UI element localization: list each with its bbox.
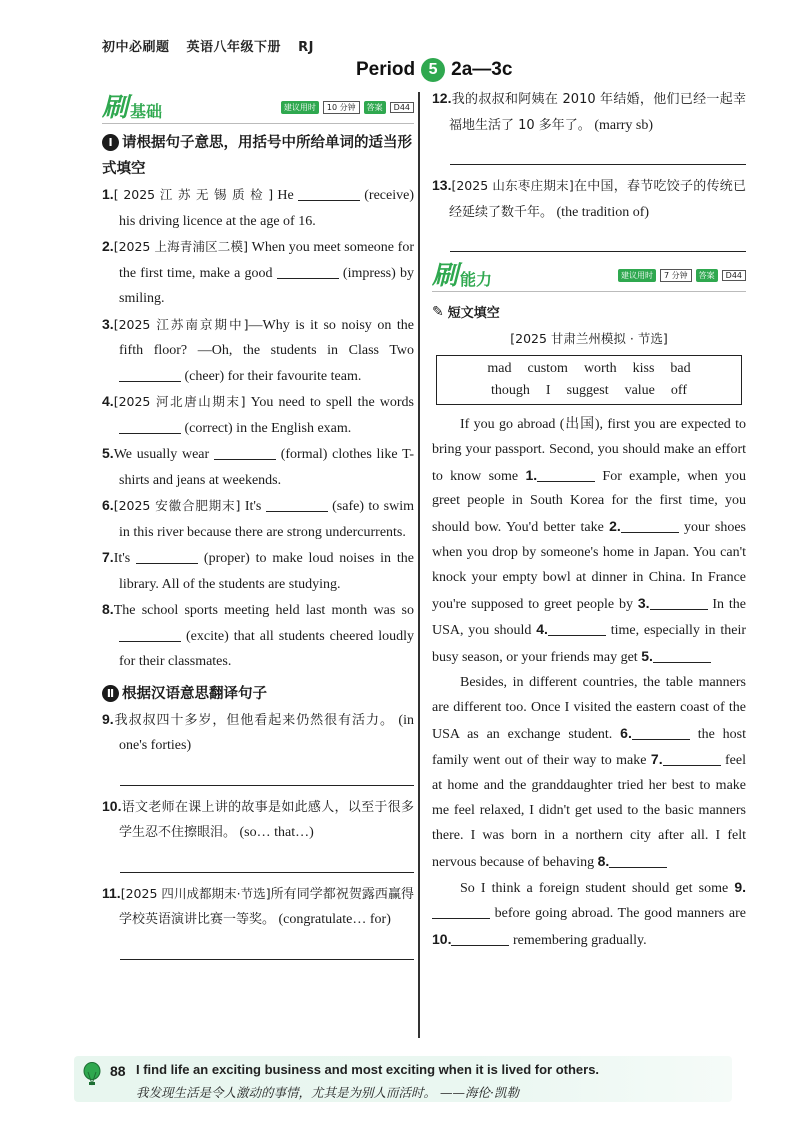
question-source: [ 2025 江 苏 无 锡 质 检 ] xyxy=(113,187,274,202)
question-text-after: (excite) that all students cheered loudly for their classmates. xyxy=(119,628,414,669)
answer-blank[interactable] xyxy=(653,649,711,663)
blank-number: 2. xyxy=(609,518,621,535)
passage-text: So I think a foreign student should get some xyxy=(460,881,735,897)
answer-blank[interactable] xyxy=(298,187,360,201)
answer-blank[interactable] xyxy=(537,468,595,482)
balloon-icon xyxy=(82,1062,102,1086)
answer-blank[interactable] xyxy=(650,596,708,610)
passage-paragraph-1 xyxy=(432,413,746,671)
answer-blank[interactable] xyxy=(451,932,509,946)
chinese-sentence: 语文老师在课上讲的故事是如此感人，以至于很多学生忍不住擦眼泪。 xyxy=(119,799,414,840)
cloze-blank-7[interactable] xyxy=(651,753,721,768)
question-number: 6. xyxy=(102,497,114,513)
passage-text: For example, when you greet people in South Korea for the first time, you should bow. You'd better take xyxy=(432,468,746,536)
passage-text: feel at home and the granddaughter tried her best to make me feel relaxed, I didn't get used to the basic manners there. I was born in a northern city after all. I felt nervous because of behaving xyxy=(432,753,746,870)
question-text-after: (receive) his driving licence at the age of 16. xyxy=(119,188,415,229)
word-bank-item: I xyxy=(545,383,551,398)
question-source: [2025 上海青浦区二模] xyxy=(113,239,248,254)
cloze-blank-4[interactable] xyxy=(536,623,606,638)
question-text-before: He xyxy=(273,188,298,203)
question-number: 13. xyxy=(432,177,452,193)
answer-line[interactable] xyxy=(450,251,746,252)
blank-number: 6. xyxy=(620,724,632,741)
cloze-subhead xyxy=(432,302,746,321)
cloze-blank-10[interactable] xyxy=(432,930,509,948)
translation-item xyxy=(102,881,414,933)
quote-chinese: 我发现生活是令人激动的事情，尤其是为别人而活时。 ——海伦·凯勒 xyxy=(136,1085,519,1100)
cloze-blank-6[interactable] xyxy=(620,724,690,742)
answer-page: D44 xyxy=(722,270,746,281)
part2-question-list xyxy=(102,707,414,960)
passage-text: In the USA, you should xyxy=(432,596,746,639)
answer-blank[interactable] xyxy=(119,628,181,642)
basic-section-header xyxy=(102,92,414,124)
time-label: 建议用时 xyxy=(618,269,656,282)
passage-paragraph-2 xyxy=(432,671,746,875)
question-text-before: It's xyxy=(240,499,266,514)
cloze-source: [2025 甘肃兰州模拟 · 节选] xyxy=(510,331,668,346)
chinese-sentence: 在中国，春节吃饺子的传统已经延续了数千年。 xyxy=(449,179,746,220)
passage-text: before going abroad. The good manners are xyxy=(490,906,746,922)
book-header xyxy=(102,36,326,55)
cloze-subhead-text: 短文填空 xyxy=(447,306,500,321)
translation-item xyxy=(102,794,414,846)
blank-number: 9. xyxy=(734,879,746,896)
part1-question-list xyxy=(102,182,414,675)
translation-item xyxy=(102,707,414,759)
word-bank-row-2 xyxy=(437,380,741,402)
question-source: [2025 河北唐山期末] xyxy=(113,394,246,409)
cloze-blank-2[interactable] xyxy=(609,520,679,535)
answer-line[interactable] xyxy=(450,164,746,165)
answer-blank[interactable] xyxy=(119,368,181,382)
question-source: [2025 江苏南京期中] xyxy=(113,316,249,332)
question-number: 1. xyxy=(102,186,114,202)
period-prefix: Period xyxy=(356,59,416,80)
blank-number: 4. xyxy=(536,621,548,638)
section-label: 能力 xyxy=(460,270,493,289)
question-item xyxy=(102,545,414,597)
question-text-after: (impress) by smiling. xyxy=(119,265,414,306)
translation-item xyxy=(432,86,746,138)
blank-number: 3. xyxy=(637,594,650,611)
cloze-blank-8[interactable] xyxy=(597,852,668,870)
passage-text: your shoes when you drop by someone's home in Japan. You can't knock your empty bowl at dinner in China. In France you're supposed to greet people by xyxy=(432,520,746,612)
word-bank-item: though xyxy=(491,383,530,398)
question-item xyxy=(102,597,414,675)
part2-title xyxy=(102,681,414,707)
question-item xyxy=(102,441,414,493)
part1-title-text: 请根据句子意思，用括号中所给单词的适当形式填空 xyxy=(102,135,412,177)
answer-blank[interactable] xyxy=(663,752,721,766)
chinese-sentence: 我叔叔四十多岁，但他看起来仍然很有活力。 xyxy=(113,712,394,728)
answer-blank[interactable] xyxy=(609,854,667,868)
answer-blank[interactable] xyxy=(266,498,328,512)
passage-paragraph-3 xyxy=(432,875,746,953)
question-text-after: (cheer) for their favourite team. xyxy=(181,368,362,384)
part2-roman: Ⅱ xyxy=(102,685,119,702)
period-range: 2a—3c xyxy=(451,59,513,80)
question-number: 5. xyxy=(102,445,114,461)
question-number: 10. xyxy=(102,797,122,814)
answer-blank[interactable] xyxy=(432,905,490,919)
time-value: 10 分钟 xyxy=(323,101,360,114)
question-text-after: (correct) in the English exam. xyxy=(181,420,352,436)
page-number: 88 xyxy=(110,1063,126,1079)
time-value: 7 分钟 xyxy=(660,269,692,282)
chinese-sentence: 我的叔叔和阿姨在 2010 年结婚，他们已经一起幸福地生活了 10 多年了。 xyxy=(449,92,746,133)
left-column xyxy=(102,92,414,968)
answer-label: 答案 xyxy=(364,101,386,114)
hint: (so… that…) xyxy=(236,825,314,840)
section-label: 基础 xyxy=(130,102,163,121)
question-text-after: (formal) clothes like T-shirts and jeans at weekends. xyxy=(119,447,414,488)
word-bank-item: suggest xyxy=(566,383,609,398)
blank-number: 1. xyxy=(525,466,538,483)
hint: (the tradition of) xyxy=(553,204,650,220)
period-title xyxy=(356,58,512,82)
question-number: 4. xyxy=(102,393,114,409)
question-number: 3. xyxy=(102,315,114,332)
question-item xyxy=(102,493,414,545)
question-text-after: (proper) to make loud noises in the library. All of the students are studying. xyxy=(119,551,415,592)
time-tag xyxy=(281,101,414,114)
time-tag xyxy=(618,269,746,282)
question-item xyxy=(102,312,414,390)
answer-blank[interactable] xyxy=(214,446,276,460)
book-name: 英语八年级下册 xyxy=(186,40,282,55)
blank-number: 8. xyxy=(597,852,610,869)
word-bank-item: custom xyxy=(527,361,568,376)
brush-logo: 刷 xyxy=(102,92,129,123)
question-text-before: —Why is it so noisy on the fifth floor? —Oh, the students in Class Two xyxy=(119,317,414,358)
question-source: [2025 山东枣庄期末] xyxy=(451,178,574,193)
ability-brand xyxy=(432,261,492,290)
answer-line[interactable] xyxy=(120,785,414,786)
hint: (in one's forties) xyxy=(119,712,414,753)
question-text-after: (safe) to swim in this river because there are strong undercurrents. xyxy=(119,499,414,540)
passage-text: Besides, in different countries, the table manners are different too. Once I visited the eastern coast of the USA as an exchange student. xyxy=(432,674,746,742)
cloze-blank-3[interactable] xyxy=(637,594,708,612)
question-text-before: The school sports meeting held last month was so xyxy=(113,603,414,618)
word-bank-item: bad xyxy=(670,361,691,376)
word-bank-item: kiss xyxy=(632,361,655,376)
answer-blank[interactable] xyxy=(136,550,198,564)
question-number: 12. xyxy=(432,90,452,106)
question-source: [2025 四川成都期末·节选] xyxy=(120,885,271,901)
basic-brand xyxy=(102,93,162,122)
brush-logo: 刷 xyxy=(432,260,459,291)
hint: (congratulate… for) xyxy=(275,912,391,927)
question-text-before: It's xyxy=(113,551,137,566)
answer-blank[interactable] xyxy=(277,265,339,279)
cloze-blank-1[interactable] xyxy=(525,466,595,484)
passage-text: remembering gradually. xyxy=(509,932,647,948)
answer-blank[interactable] xyxy=(548,622,606,636)
question-item xyxy=(102,389,414,441)
cloze-blank-5[interactable] xyxy=(641,650,711,665)
answer-blank[interactable] xyxy=(632,726,690,740)
word-bank-item: off xyxy=(670,383,687,398)
answer-page: D44 xyxy=(390,102,414,113)
part1-roman: Ⅰ xyxy=(102,134,119,151)
time-label: 建议用时 xyxy=(281,101,319,114)
blank-number: 10. xyxy=(432,930,452,947)
passage-text: If you go abroad (出国), first you are expected to bring your passport. Second, you should make an effort to know some xyxy=(432,417,746,484)
question-item xyxy=(102,182,414,234)
cloze-passage xyxy=(432,413,746,954)
word-bank-item: value xyxy=(624,383,655,398)
word-bank xyxy=(436,355,742,405)
footer-quote-bar xyxy=(74,1056,732,1102)
question-number: 7. xyxy=(102,549,114,565)
chinese-sentence: 所有同学都祝贺露西赢得学校英语演讲比赛一等奖。 xyxy=(119,886,414,927)
word-bank-item: worth xyxy=(583,361,617,376)
passage-text: the host family went out of their way to make xyxy=(432,726,746,769)
period-number-badge: 5 xyxy=(421,58,445,82)
blank-number: 5. xyxy=(641,648,653,665)
pin-icon: ✎ xyxy=(432,303,444,320)
word-bank-item: mad xyxy=(487,361,512,376)
question-number: 2. xyxy=(102,238,114,254)
part1-title xyxy=(102,130,414,182)
column-divider xyxy=(418,92,420,1038)
question-number: 9. xyxy=(102,710,114,727)
answer-blank[interactable] xyxy=(621,519,679,533)
question-item xyxy=(102,234,414,312)
translation-item xyxy=(432,173,746,225)
ability-section-header xyxy=(432,260,746,292)
blank-number: 7. xyxy=(650,751,663,768)
answer-blank[interactable] xyxy=(119,420,181,434)
answer-label: 答案 xyxy=(696,269,718,282)
series-name: 初中必刷题 xyxy=(102,40,170,55)
question-text-before: We usually wear xyxy=(113,447,214,462)
word-bank-row-1 xyxy=(437,358,741,380)
answer-line[interactable] xyxy=(120,872,414,873)
passage-text: time, especially in their busy season, or your friends may get xyxy=(432,623,746,666)
question-number: 8. xyxy=(102,601,114,617)
answer-line[interactable] xyxy=(120,959,414,960)
quote-english: I find life an exciting business and most exciting when it is lived for others. xyxy=(136,1062,600,1077)
hint: (marry sb) xyxy=(590,117,654,133)
edition-name: RJ xyxy=(298,40,314,55)
question-text-before: You need to spell the words xyxy=(245,395,415,410)
part2-title-text: 根据汉语意思翻译句子 xyxy=(122,685,267,702)
question-text-before: When you meet someone for the first time, make a good xyxy=(119,240,414,281)
question-number: 11. xyxy=(102,884,121,901)
right-column xyxy=(432,86,746,954)
question-source: [2025 安徽合肥期末] xyxy=(113,498,241,513)
part2-question-list-continued xyxy=(432,86,746,252)
